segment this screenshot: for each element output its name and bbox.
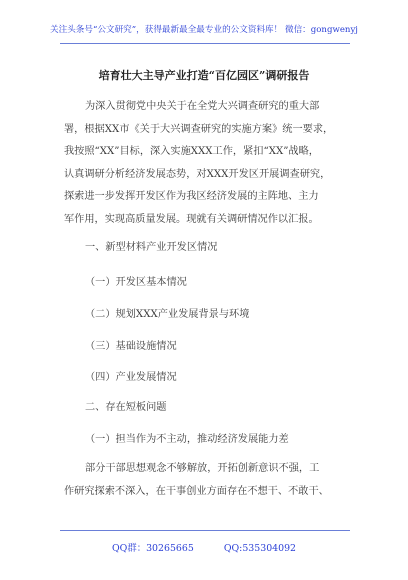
paragraph-line: 认真调研分析经济发展态势，对XXX开发区开展调查研究， <box>64 168 331 180</box>
section-heading-2: 二、存在短板问题 <box>85 402 167 413</box>
paragraph-line: 军作用，实现高质量发展。现就有关调研情况作以汇报。 <box>64 213 319 225</box>
paragraph-line: 作研究探索不深入，在干事创业方面存在不想干、不敢干、 <box>64 485 329 497</box>
footer-divider <box>60 530 350 531</box>
document-title: 培育壮大主导产业打造“百亿园区”调研报告 <box>98 69 310 82</box>
subsection-heading: （四）产业发展情况 <box>85 372 177 383</box>
header-promo-text: 关注头条号“公文研究”，获得最新最全最专业的公文资料库！ 微信：gongwenyj <box>50 25 358 35</box>
paragraph-line: 部分干部思想观念不够解放，开拓创新意识不强，工 <box>85 463 320 474</box>
subsection-heading: （二）规划XXX产业发展背景与环境 <box>85 309 250 320</box>
subsection-heading: （三）基础设施情况 <box>85 341 177 352</box>
paragraph-line: 署，根据XX市《关于大兴调查研究的实施方案》统一要求， <box>64 123 334 135</box>
section-heading-1: 一、新型材料产业开发区情况 <box>85 242 218 253</box>
footer-qq-number: QQ:535304092 <box>223 543 297 554</box>
footer-qq-group: QQ群：30265665 <box>111 543 194 554</box>
body-paragraph <box>64 458 348 503</box>
subsection-heading: （一）担当作为不主动，推动经济发展能力差 <box>85 434 289 445</box>
paragraph-line: 为深入贯彻党中央关于在全党大兴调查研究的重大部 <box>85 101 320 112</box>
header-divider <box>60 43 350 44</box>
intro-paragraph <box>64 96 348 231</box>
paragraph-line: 探索进一步发挥开发区作为我区经济发展的主阵地、主力 <box>64 191 319 202</box>
subsection-heading: （一）开发区基本情况 <box>85 277 187 288</box>
footer-contact <box>0 540 408 554</box>
paragraph-line: 我按照“XX”目标，深入实施XXX工作，紧扣“XX”战略， <box>64 146 319 157</box>
